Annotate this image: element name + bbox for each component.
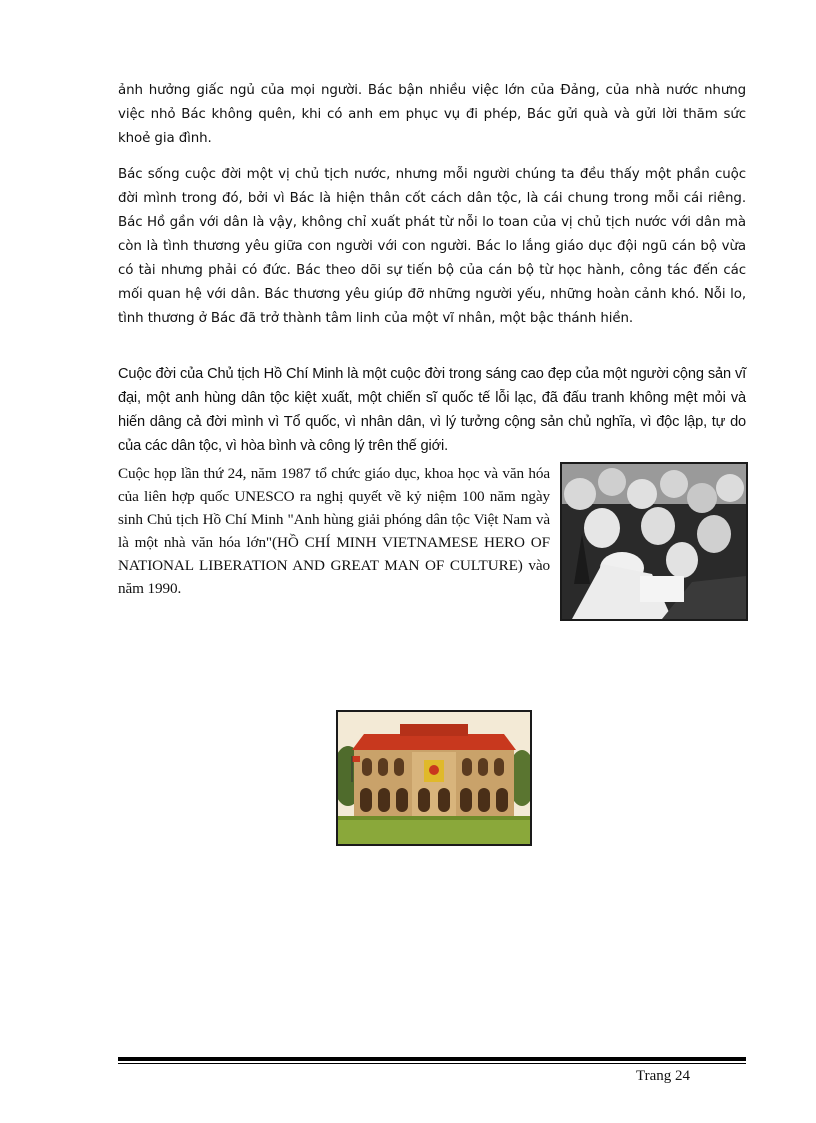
photo-building [336,710,532,846]
paragraph-4-unesco: Cuộc họp lần thứ 24, năm 1987 tổ chức giáo dục, khoa học và văn hóa của liên hợp quốc UNESCO ra nghị quyết về kỷ niệm 100 năm ngày sinh Chủ tịch Hồ Chí Minh "Anh hùng giải phóng dân tộc Việt Nam và là một nhà văn hóa lớn"(HỒ CHÍ MINH VIETNAMESE HERO OF NATIONAL LIBERATION AND GREAT MAN OF CULTURE) vào năm 1990. [118,465,550,597]
paragraph-1: ảnh hưởng giấc ngủ của mọi người. Bác bận nhiều việc lớn của Đảng, của nhà nước nhưng việc nhỏ Bác không quên, khi có anh em phục vụ đi phép, Bác gửi quà và gửi lời thăm sức khoẻ gia đình. [118,83,746,146]
photo-building-image [338,712,530,844]
paragraph-2: Bác sống cuộc đời một vị chủ tịch nước, nhưng mỗi người chúng ta đều thấy một phần cuộc đời mình trong đó, bởi vì Bác là hiện thân cốt cách dân tộc, là cái chung trong mỗi cái riêng. Bác Hồ gần với dân là vậy, không chỉ xuất phát từ nỗi lo toan của vị chủ tịch nước với dân mà còn là tình thương yêu giữa con người với con người. Bác lo lắng giáo dục đội ngũ cán bộ vừa có tài nhưng phải có đức. Bác theo dõi sự tiến bộ của cán bộ từ học hành, công tác đến các mối quan hệ với dân. Bác thương yêu giúp đỡ những người yếu, những hoàn cảnh khó. Nỗi lo, tình thương ở Bác đã trở thành tâm linh của một vĩ nhân, một bậc thánh hiền. [118,167,746,326]
page-number: Trang 24 [636,1068,691,1084]
photo-with-children [560,462,748,621]
paragraph-3: Cuộc đời của Chủ tịch Hồ Chí Minh là một cuộc đời trong sáng cao đẹp của một người cộng sản vĩ đại, một anh hùng dân tộc kiệt xuất, một chiến sĩ quốc tế lỗi lạc, đã đấu tranh không mệt mỏi và hiến dâng cả đời mình vì Tổ quốc, vì nhân dân, vì lý tưởng cộng sản chủ nghĩa, vì độc lập, tự do của các dân tộc, vì hòa bình và công lý trên thế giới. [118,366,746,454]
photo-with-children-image [562,464,746,619]
footer-rule-thick [118,1057,746,1061]
footer-rule-thin [118,1063,746,1064]
